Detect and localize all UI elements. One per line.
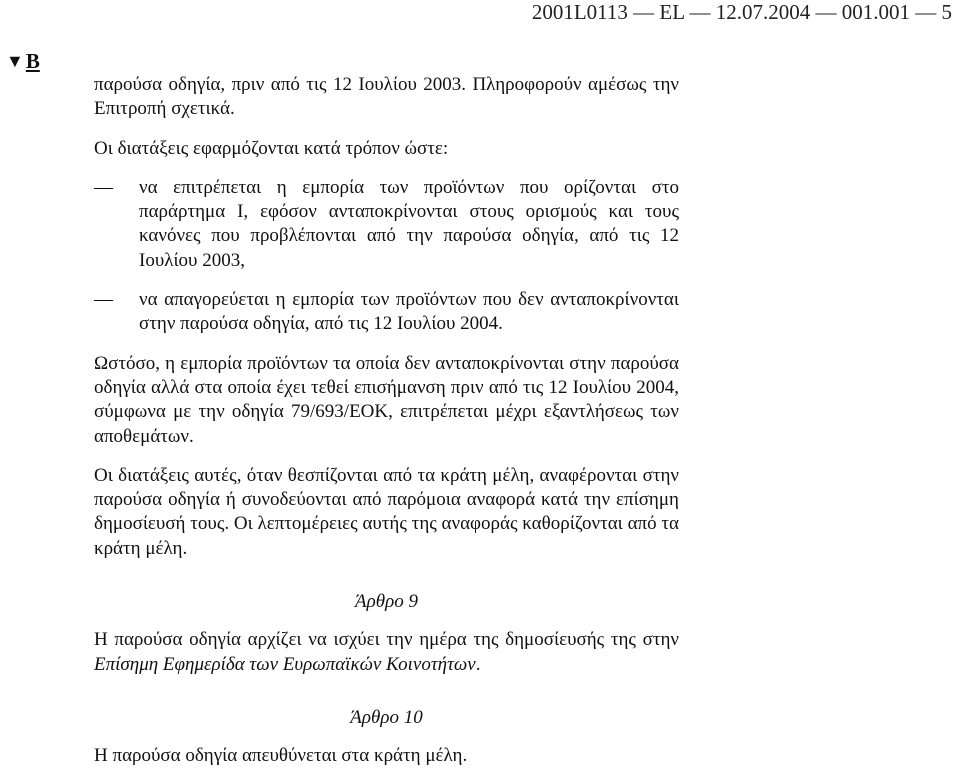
- document-reference: 2001L0113 — EL — 12.07.2004 — 001.001 — 5: [531, 0, 952, 24]
- paragraph-intro: παρούσα οδηγία, πριν από τις 12 Ιουλίου 2003. Πληροφορούν αμέσως την Επιτροπή σχετικά.: [94, 74, 679, 120]
- article-9-title: Άρθρο 9: [355, 591, 418, 613]
- amendment-marker: [6, 49, 40, 73]
- dash-bullet: —: [94, 176, 113, 198]
- paragraph-however: Ωστόσο, η εμπορία προϊόντων τα οποία δεν ανταποκρίνονται στην παρούσα οδηγία αλλά στα οποία έχει τεθεί επισήμανση πριν από τις 12 Ιουλίου 2004, σύμφωνα με την οδηγία 79/693/ΕΟΚ, επιτρέπεται μέχρι εξαντλήσεως των αποθεμάτων.: [94, 352, 679, 447]
- amendment-marker-label: B: [25, 49, 40, 73]
- triangle-down-icon: ▼: [6, 51, 24, 71]
- document-body: [94, 73, 679, 784]
- document-header: [0, 0, 960, 24]
- indent-item-2: [94, 288, 679, 337]
- indent-text-1: να επιτρέπεται η εμπορία των προϊόντων που ορίζονται στο παράρτημα Ι, εφόσον ανταποκρίνονται στους ορισμούς και τους κανόνες που προβλέπονται από την παρούσα οδηγία, από τις 12 Ιουλίου 2003,: [139, 176, 679, 271]
- article-9-text-suffix: .: [475, 653, 481, 675]
- official-journal-title: Επίσημη Εφημερίδα των Ευρωπαϊκών Κοινοτήτων: [94, 653, 476, 675]
- paragraph-reference: Οι διατάξεις αυτές, όταν θεσπίζονται από τα κράτη μέλη, αναφέρονται στην παρούσα οδηγία ή συνοδεύονται από παρόμοια αναφορά κατά την επίσημη δημοσίευσή τους. Οι λεπτομέρειες αυτής της αναφοράς καθορίζονται από τα κράτη μέλη.: [94, 464, 679, 559]
- article-10-title: Άρθρο 10: [350, 706, 423, 728]
- article-9-text-prefix: Η παρούσα οδηγία αρχίζει να ισχύει την ημέρα της δημοσίευσής της στην: [94, 629, 679, 651]
- indent-text-2: να απαγορεύεται η εμπορία των προϊόντων που δεν ανταποκρίνονται στην παρούσα οδηγία, από τις 12 Ιουλίου 2004.: [139, 289, 679, 335]
- article-10-text: Η παρούσα οδηγία απευθύνεται στα κράτη μέλη.: [94, 745, 468, 767]
- paragraph-provisions: Οι διατάξεις εφαρμόζονται κατά τρόπον ώστε:: [94, 137, 449, 159]
- indent-item-1: [94, 176, 679, 273]
- article-9-text: [94, 628, 679, 677]
- dash-bullet: —: [94, 289, 113, 311]
